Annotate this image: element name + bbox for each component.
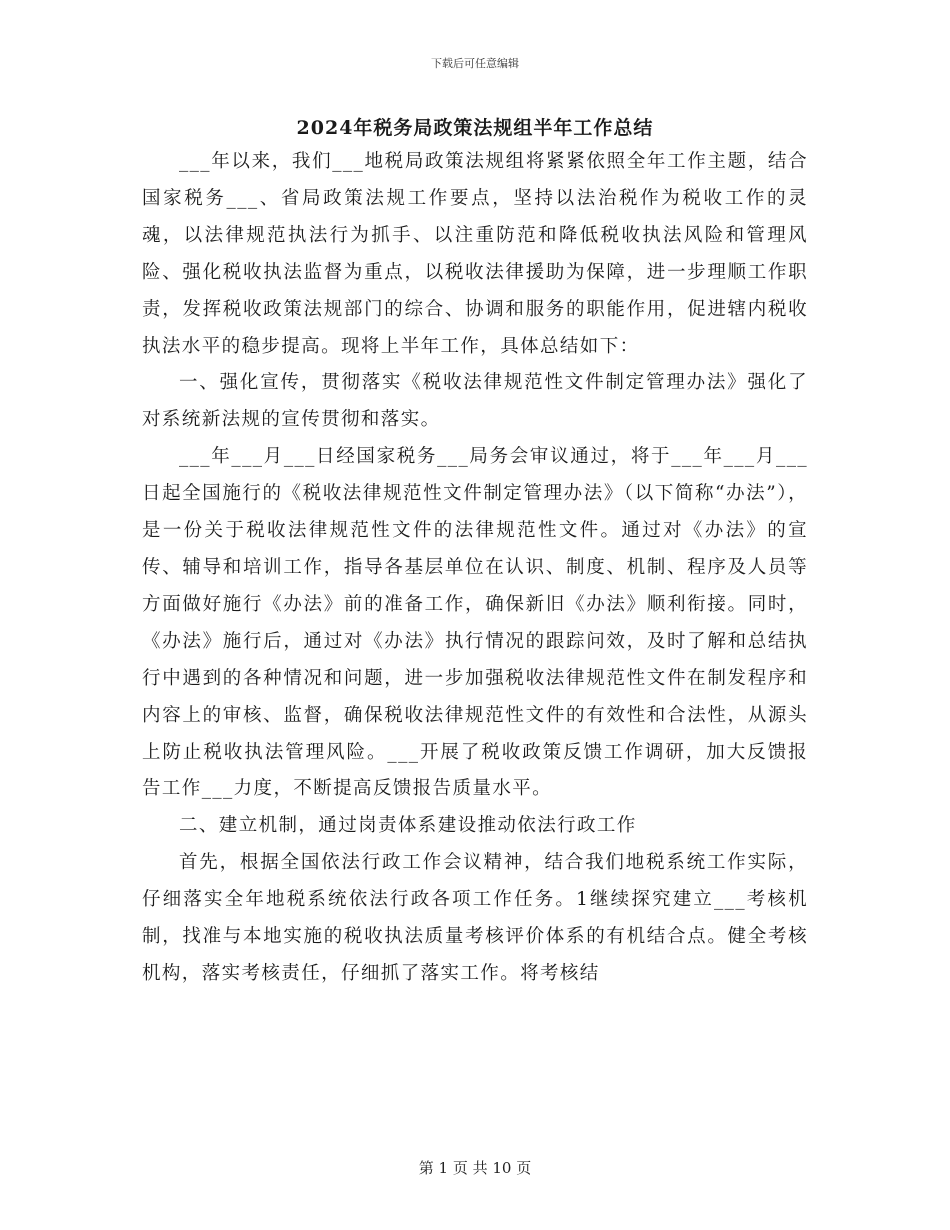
section-two-paragraph: 首先，根据全国依法行政工作会议精神，结合我们地税系统工作实际，仔细落实全年地税系统依法行政各项工作任务。1继续探究建立___考核机制，找准与本地实施的税收执法质量考核评价体系的有机结合点。健全考核机构，落实考核责任，仔细抓了落实工作。将考核结 <box>142 852 808 984</box>
page-header: 下载后可任意编辑 <box>431 57 519 70</box>
document-body <box>142 144 808 993</box>
document-title: 2024年税务局政策法规组半年工作总结 <box>296 117 654 139</box>
page-footer: 第 1 页 共 10 页 <box>418 1159 532 1177</box>
section-two-heading: 二、建立机制，通过岗责体系建设推动依法行政工作 <box>179 815 637 837</box>
section-one-heading: 一、强化宣传，贯彻落实《税收法律规范性文件制定管理办法》强化了对系统新法规的宣传贯彻和落实。 <box>142 372 808 431</box>
section-one-paragraph: ___年___月___日经国家税务___局务会审议通过，将于___年___月___日起全国施行的《税收法律规范性文件制定管理办法》（以下简称“办法”），是一份关于税收法律规范性文件的法律规范性文件。通过对《办法》的宣传、辅导和培训工作，指导各基层单位在认识、制度、机制、程序及人员等方面做好施行《办法》前的准备工作，确保新旧《办法》顺利衔接。同时，《办法》施行后，通过对《办法》执行情况的跟踪问效，及时了解和总结执行中遇到的各种情况和问题，进一步加强税收法律规范性文件在制发程序和内容上的审核、监督，确保税收法律规范性文件的有效性和合法性，从源头上防止税收执法管理风险。___开展了税收政策反馈工作调研，加大反馈报告工作___力度，不断提高反馈报告质量水平。 <box>142 446 808 800</box>
intro-paragraph: ___年以来，我们___地税局政策法规组将紧紧依照全年工作主题，结合国家税务___、省局政策法规工作要点，坚持以法治税作为税收工作的灵魂，以法律规范执法行为抓手、以注重防范和降低税收执法风险和管理风险、强化税收执法监督为重点，以税收法律援助为保障，进一步理顺工作职责，发挥税收政策法规部门的综合、协调和服务的职能作用，促进辖内税收执法水平的稳步提高。现将上半年工作，具体总结如下： <box>142 151 808 357</box>
